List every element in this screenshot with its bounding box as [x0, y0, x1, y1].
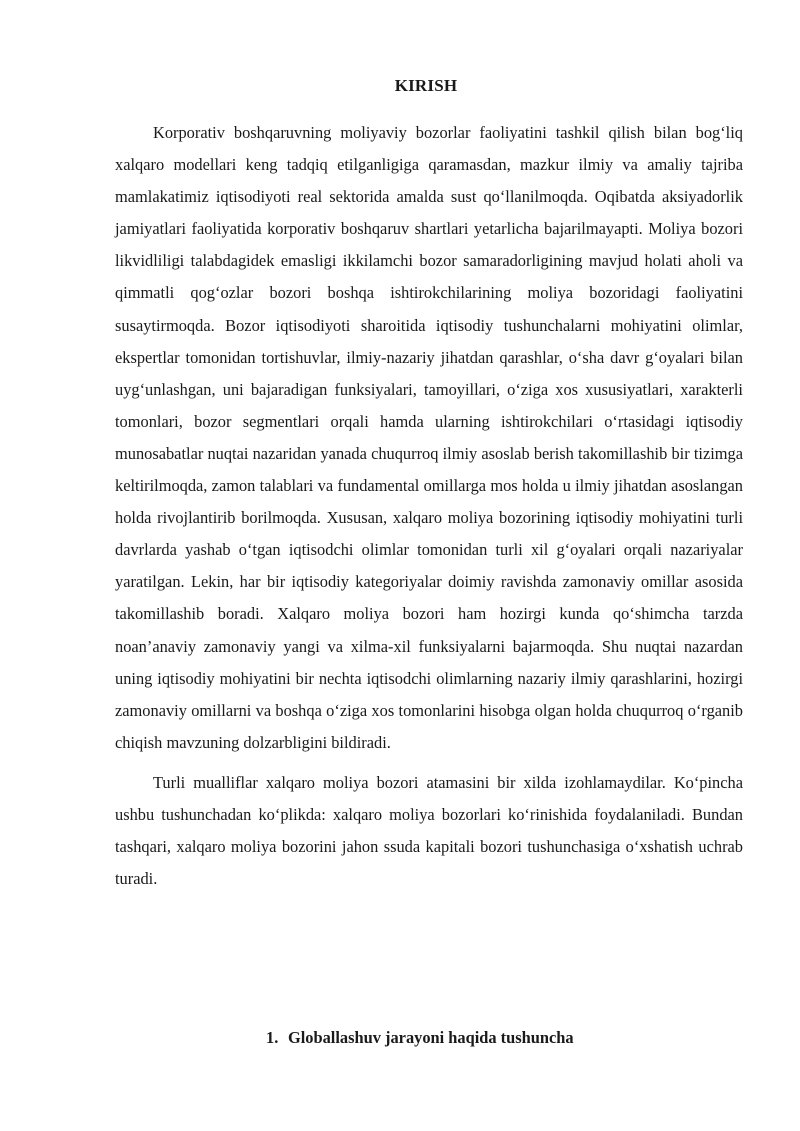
paragraph-2: Turli mualliflar xalqaro moliya bozori atamasini bir xilda izohlamaydilar. Ko‘pincha ushbu tushunchadan ko‘plikda: xalqaro moliya bozorlari ko‘rinishida foydalaniladi. Bundan tashqari, xalqaro moliya bozorini jahon ssuda kapitali bozori tushunchasiga o‘xshatish uchrab turadi.: [115, 772, 743, 889]
body-text: [115, 117, 743, 895]
paragraph-1: Korporativ boshqaruvning moliyaviy bozorlar faoliyatini tashkil qilish bilan bog‘liq xalqaro modellari keng tadqiq etilganligiga qaramasdan, mazkur ilmiy va amaliy tajriba mamlakatimiz iqtisodiyoti real sektorida amalda sust qo‘llanilmoqda. Oqibatda aksiyadorlik jamiyatlari faoliyatida korporativ boshqaruv shartlari yetarlicha bajarilmayapti. Moliya bozori likvidliligi talabdagidek emasligi ikkilamchi bozor samaradorligining mavjud holati aholi va qimmatli qog‘ozlar bozori boshqa ishtirokchilarining moliya bozoridagi faoliyatini susaytirmoqda. Bozor iqtisodiyoti sharoitida iqtisodiy tushunchalarni mohiyatini olimlar, ekspertlar tomonidan tortishuvlar, ilmiy-nazariy jihatdan qarashlar, o‘sha davr g‘oyalari bilan uyg‘unlashgan, uni bajaradigan funksiyalari, tamoyillari, o‘ziga xos xususiyatlari, xarakterli tomonlari, bozor segmentlari orqali hamda ularning ishtirokchilari o‘rtasidagi iqtisodiy munosabatlar nuqtai nazaridan yanada chuqurroq ilmiy asoslab berish takomillashib bir tizimga keltirilmoqda, zamon talablari va fundamental omillarga mos holda u ilmiy jihatdan asoslangan holda rivojlantirib borilmoqda. Xususan, xalqaro moliya bozorining iqtisodiy mohiyatini turli davrlarda yashab o‘tgan iqtisodchi olimlar tomonidan turli xil g‘oyalari orqali nazariyalar yaratilgan. Lekin, har bir iqtisodiy kategoriyalar doimiy ravishda zamonaviy omillar asosida takomillashib boradi. Xalqaro moliya bozori ham hozirgi kunda qo‘shimcha tarzda noan’anaviy zamonaviy yangi va xilma-xil funksiyalarni bajarmoqda. Shu nuqtai nazardan uning iqtisodiy mohiyatini bir nechta iqtisodchi olimlarning nazariy ilmiy qarashlarini, hozirgi zamonaviy omillarni va boshqa o‘ziga xos tomonlarini hisobga olgan holda chuqurroq o‘rganib chiqish mavzuning dolzarbligini bildiradi.: [115, 123, 743, 752]
section-title: Globallashuv jarayoni haqida tushuncha: [288, 1028, 574, 1047]
section-number: 1.: [266, 1028, 279, 1047]
page-title: KIRISH: [394, 76, 458, 95]
section-heading: [266, 1026, 574, 1050]
